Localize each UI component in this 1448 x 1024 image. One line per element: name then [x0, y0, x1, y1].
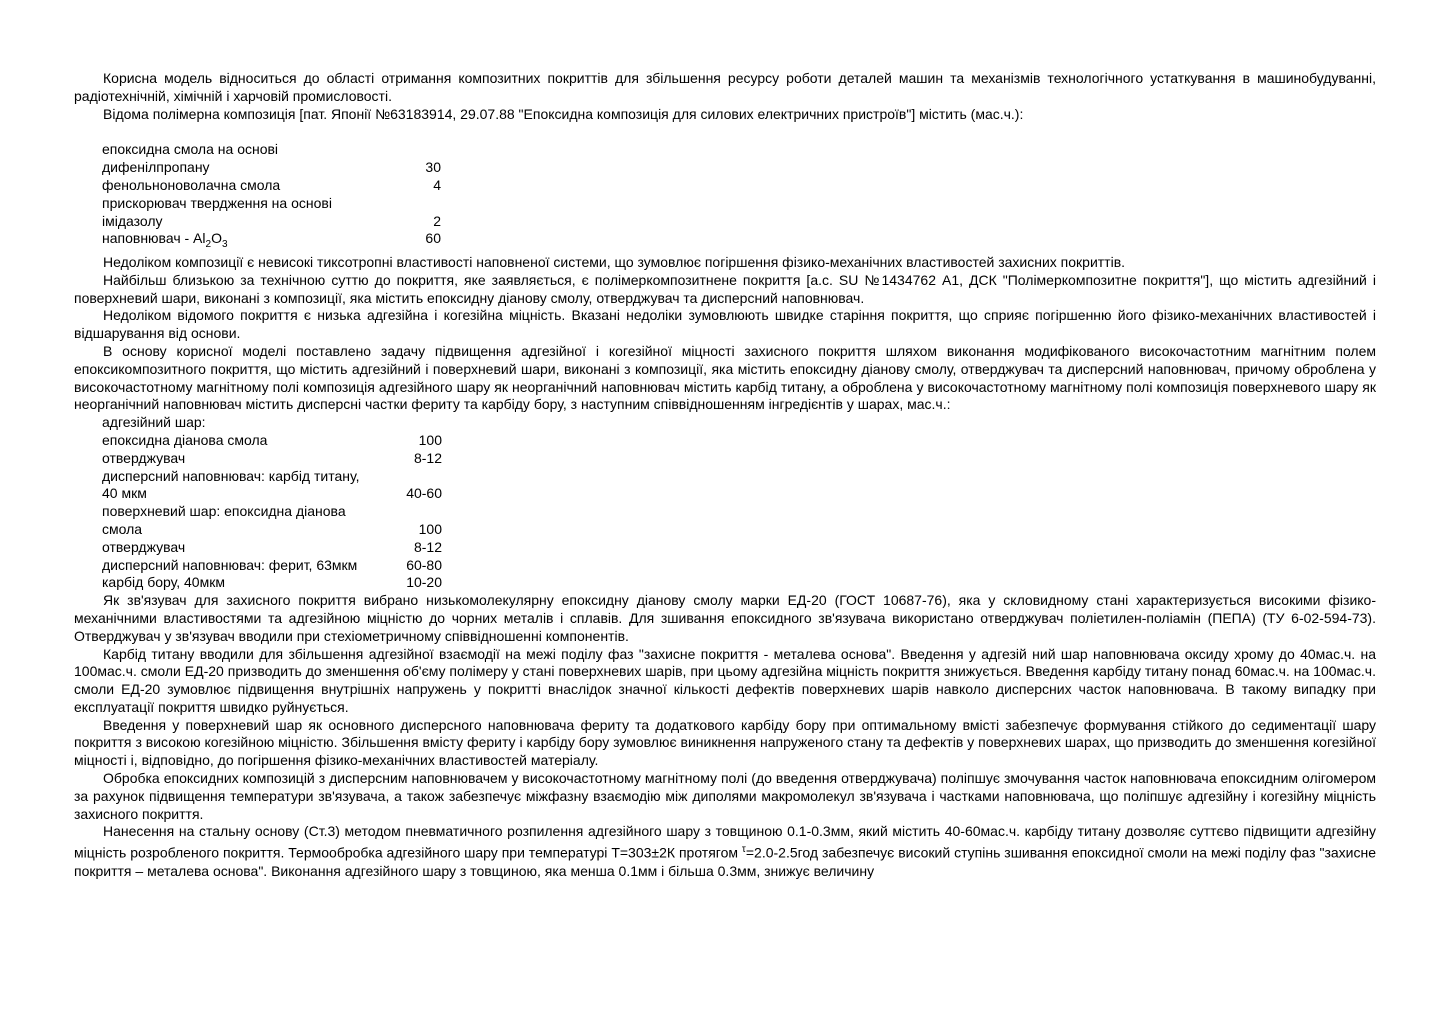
ingredient-value: 8-12 [413, 449, 442, 466]
ingredient-value [400, 503, 442, 521]
ingredient-name: епоксидна смола на основі [102, 141, 279, 158]
ingredient-name: отверджувач [102, 449, 186, 466]
ingredient-value [371, 141, 441, 159]
table-row [102, 557, 442, 575]
ingredient-name: карбід бору, 40мкм [102, 574, 225, 591]
table-row [102, 195, 441, 213]
table-row [102, 159, 441, 177]
table-row [102, 177, 441, 195]
ingredient-value: 100 [418, 520, 442, 537]
table-row [102, 432, 442, 450]
ingredient-value: 40-60 [406, 485, 442, 502]
ingredient-value: 60 [425, 230, 441, 247]
adhesive-layer-heading: адгезійний шар: [102, 414, 206, 431]
table-row [102, 485, 442, 503]
ingredient-name: смола [102, 520, 143, 537]
ingredient-name: поверхневий шар: епоксидна діанова [102, 503, 346, 520]
application-text-start: Нанесення на стальну основу (Ст.3) методом пневматичного розпилення адгезійного шару з товщиною 0.1-0.3мм, який містить 40-60мас.ч. карбіду титану дозволяє суттєво підвищити адгезійну міцність розробленого покриття. Термообробка адгезійного шару при температурі Т=303±2К протягом [74, 823, 1376, 861]
tau-symbol: τ [741, 844, 746, 856]
ingredient-name: фенольноноволачна смола [102, 176, 281, 193]
table-row [102, 539, 442, 557]
table-row [102, 574, 442, 592]
table-row [102, 450, 442, 468]
ingredient-name-filler [102, 230, 371, 254]
ingredient-value: 30 [425, 159, 441, 176]
ingredient-value [371, 195, 441, 213]
table-row [102, 521, 442, 539]
paragraph-objective: В основу корисної моделі поставлено задачу підвищення адгезійної і когезійної міцності захисного покриття шляхом виконання модифікованого високочастотним магнітним полем епоксикомпозитного покриття, що містить адгезійний і поверхневий шари, виконані з композиції, яка містить епоксидну діанову смолу, отверджувач та дисперсний наповнювач, причому оброблена у високочастотному магнітному полі композиція адгезійного шару як неорганічний наповнювач містить карбід титану, а оброблена у високочастотному магнітному полі композиція поверхневого шару як неорганічний наповнювач містить дисперсні частки фериту та карбіду бору, з наступним співвідношенням інгредієнтів у шарах, мас.ч.: [74, 342, 1376, 413]
table-row [102, 141, 441, 159]
ingredient-value: 8-12 [413, 538, 442, 555]
paragraph-application [74, 823, 1376, 880]
document-page [74, 70, 1376, 881]
subscript: 2 [205, 239, 212, 251]
paragraph-surface-layer: Введення у поверхневий шар як основного дисперсного наповнювача фериту та додаткового карбіду бору при оптимальному вмісті забезпечує формування стійкого до седиментації шару покриття з високою когезійною міцністю. Збільшення вмісту фериту і карбіду бору зумовлює виникнення напруженого стану та дефектів у поверхневих шарах, що призводить до зменшення когезійної міцності і, відповідно, до погіршення фізико-механічних властивостей матеріалу. [74, 716, 1376, 769]
table-row [102, 230, 441, 254]
paragraph-analog-drawback: Недоліком відомого покриття є низька адгезійна і когезійна міцність. Вказані недоліки зумовлюють швидке старіння покриття, що сприяє погіршенню його фізико-механічних властивостей і відшарування від основи. [74, 307, 1376, 342]
filler-oxygen: O [211, 230, 222, 247]
table-row [102, 503, 442, 521]
subscript: 3 [221, 239, 228, 251]
paragraph-magnetic-treatment: Обробка епоксидних композицій з дисперсним наповнювачем у високочастотному магнітному полі (до введення отверджувача) поліпшує змочування часток наповнювача епоксидним олігомером за рахунок підвищення температури зв'язувача, а також забезпечує міжфазну взаємодію між диполями макромолекул зв'язувача і частками наповнювача, що поліпшує адгезійну і когезійну міцність захисного покриття. [74, 770, 1376, 822]
application-text-end: =2.0-2.5год забезпечує високий ступінь зшивання епоксидної смоли на межі поділу фаз "захисне покриття – металева основа". Виконання адгезійного шару з товщиною, яка менша 0.1мм і більша 0.3мм, знижує величину [74, 844, 1377, 879]
table-row [102, 213, 441, 231]
ingredient-value [400, 468, 442, 486]
spacer [74, 123, 1376, 141]
ingredient-name: отверджувач [102, 538, 186, 555]
prior-composition-table [102, 141, 441, 254]
ingredient-name: епоксидна діанова смола [102, 431, 268, 448]
paragraph-binder: Як зв'язувач для захисного покриття вибрано низькомолекулярну епоксидну діанову смолу марки ЕД-20 (ГОСТ 10687-76), яка у скловидному стані характеризується високими фізико-механічними властивостями та адгезійною міцністю до чорних металів і сплавів. Для зшивання епоксидного зв'язувача використано отверджувач поліетилен-поліамін (ПЕПА) (ТУ 6-02-594-73). Отверджувач у зв'язувач вводили при стехіометричному співвідношенні компонентів. [74, 592, 1376, 644]
filler-prefix: наповнювач - Al [102, 230, 206, 247]
ingredient-name: прискорювач твердження на основі [102, 194, 332, 211]
ingredient-value: 100 [418, 431, 442, 448]
paragraph-closest-analog: Найбільш близькою за технічною суттю до покриття, яке заявляється, є полімеркомпозитнене покриття [а.с. SU №1434762 А1, ДСК "Полімеркомпозитне покриття"], що містить адгезійний і поверхневий шари, виконані з композиції, яка містить епоксидну діанову смолу, отверджувач та дисперсний наповнювач. [74, 271, 1376, 306]
paragraph-titanium-carbide: Карбід титану вводили для збільшення адгезійної взаємодії на межі поділу фаз "захисне покриття - металева основа". Введення у адгезій ний шар наповнювача оксиду хрому до 40мас.ч. на 100мас.ч. смоли ЕД-20 призводить до зменшення об'єму полімеру у стані поверхневих шарів, при цьому адгезійна міцність покриття знижується. Введення карбіду титану понад 60мас.ч. на 100мас.ч. смоли ЕД-20 зумовлює підвищення внутрішніх напружень у покритті внаслідок значної кількості дефектів поверхневих шарів навколо дисперсних часток наповнювача. В такому випадку при експлуатації покриття швидко руйнується. [74, 645, 1376, 715]
ingredient-value: 60-80 [406, 556, 442, 573]
ingredient-value: 2 [433, 212, 441, 229]
paragraph-prior-art-drawback: Недоліком композиції є невисокі тиксотропні властивості наповненої системи, що зумовлює погіршення фізико-механічних властивостей захисних покриттів. [103, 253, 1126, 270]
claimed-composition-table [102, 432, 442, 592]
paragraph-prior-art-intro: Відома полімерна композиція [пат. Японії №63183914, 29.07.88 "Епоксидна композиція для силових електричних пристроїв"] містить (мас.ч.): [103, 105, 1024, 122]
table-row [102, 468, 442, 486]
paragraph-field-of-invention: Корисна модель відноситься до області отримання композитних покриттів для збільшення ресурсу роботи деталей машин та механізмів технологічного устаткування в машинобудуванні, радіотехнічній, хімічній і харчовій промисловості. [74, 70, 1376, 104]
ingredient-value: 4 [433, 176, 441, 193]
ingredient-name: дифенілпропану [102, 159, 210, 176]
ingredient-name: дисперсний наповнювач: карбід титану, [102, 467, 360, 484]
ingredient-name: 40 мкм [102, 485, 147, 502]
ingredient-name: дисперсний наповнювач: ферит, 63мкм [102, 556, 358, 573]
ingredient-name: імідазолу [102, 212, 163, 229]
ingredient-value: 10-20 [406, 574, 442, 591]
